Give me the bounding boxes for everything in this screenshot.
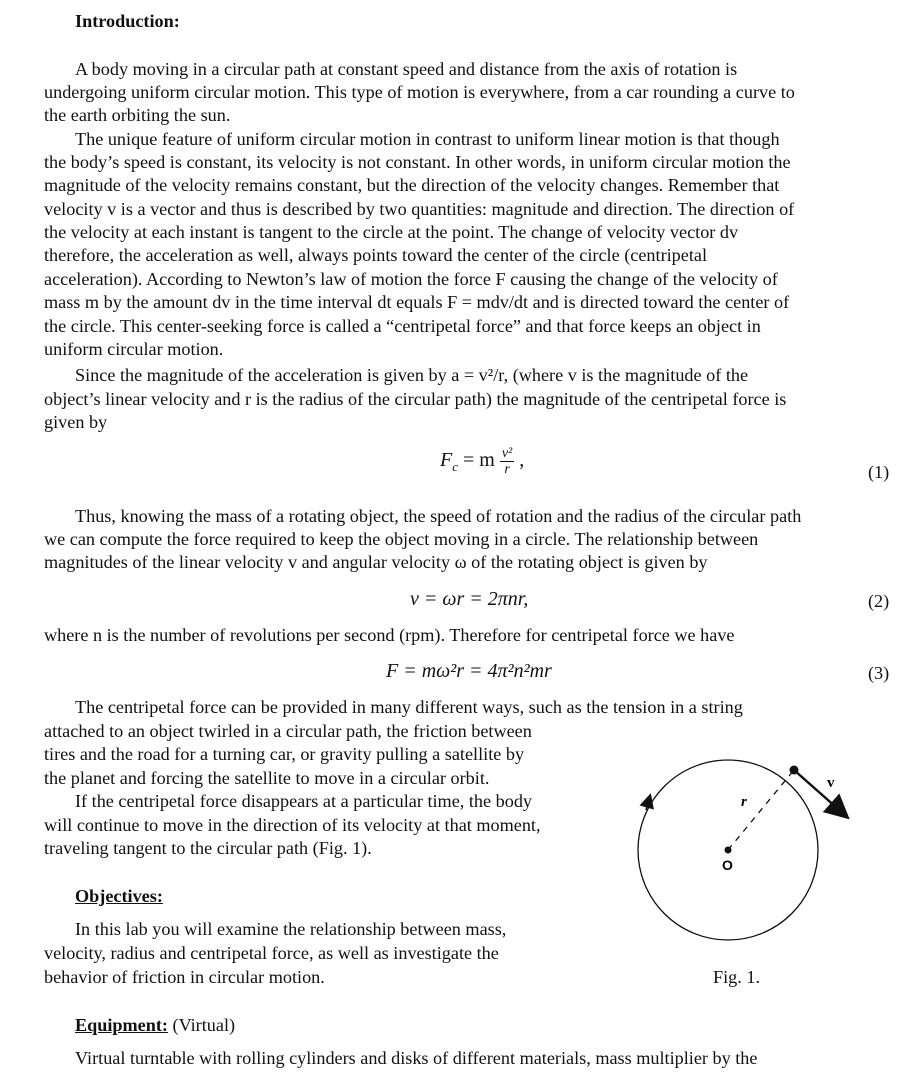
- objectives-heading: Objectives:: [75, 886, 163, 906]
- force-line-6: will continue to move in the direction of its velocity at that moment,: [44, 815, 541, 835]
- intro-line-16: given by: [44, 412, 108, 432]
- intro-line-9: therefore, the acceleration as well, always points toward the center of the circle (centripetal: [44, 245, 708, 265]
- radius-line: [728, 770, 794, 850]
- where-line: where n is the number of revolutions per second (rpm). Therefore for centripetal force we have: [44, 625, 735, 645]
- center-label: O: [722, 857, 733, 873]
- force-line-5: If the centripetal force disappears at a particular time, the body: [75, 791, 533, 811]
- velocity-label: v: [827, 775, 835, 791]
- force-line-2: attached to an object twirled in a circular path, the friction between: [44, 721, 532, 741]
- radius-label: r: [741, 794, 747, 810]
- velocity-arrow: [794, 770, 846, 816]
- center-point: [725, 847, 732, 854]
- equation-1: $F_c = m$ $\frac{\text{v²}}{r}$ ,: [440, 446, 525, 477]
- intro-heading: Introduction:: [75, 11, 180, 31]
- force-line-4: the planet and forcing the satellite to move in a circular orbit.: [44, 768, 490, 788]
- force-line-3: tires and the road for a turning car, or gravity pulling a satellite by: [44, 744, 525, 764]
- intro-line-10: acceleration). According to Newton’s law of motion the force F causing the change of the velocity of: [44, 269, 778, 289]
- intro-line-7: velocity v is a vector and thus is described by two quantities: magnitude and direction. The direction of: [44, 199, 795, 219]
- mid-line-3: magnitudes of the linear velocity v and angular velocity ω of the rotating object is given by: [44, 552, 708, 572]
- figure-caption: Fig. 1.: [713, 967, 760, 987]
- objectives-line-1: In this lab you will examine the relationship between mass,: [75, 919, 507, 939]
- equation-2-number: (2): [868, 591, 890, 611]
- equation-3-number: (3): [868, 663, 890, 683]
- intro-line-14: Since the magnitude of the acceleration is given by a = v²/r, (where v is the magnitude of the: [75, 365, 749, 385]
- intro-line-5: the body’s speed is constant, its velocity is not constant. In other words, in uniform circular motion the: [44, 152, 791, 172]
- objectives-line-3: behavior of friction in circular motion.: [44, 967, 325, 987]
- circular-motion-figure: [634, 746, 874, 956]
- intro-line-1: A body moving in a circular path at constant speed and distance from the axis of rotation is: [75, 59, 738, 79]
- intro-line-13: uniform circular motion.: [44, 339, 224, 359]
- equipment-heading: Equipment:: [75, 1015, 168, 1035]
- objectives-line-2: velocity, radius and centripetal force, as well as investigate the: [44, 943, 499, 963]
- intro-line-3: the earth orbiting the sun.: [44, 105, 231, 125]
- equipment-heading-line: [75, 1014, 235, 1037]
- force-line-1: The centripetal force can be provided in many different ways, such as the tension in a string: [75, 697, 743, 717]
- intro-line-4: The unique feature of uniform circular motion in contrast to uniform linear motion is that though: [75, 129, 780, 149]
- equipment-note: (Virtual): [167, 1015, 236, 1035]
- force-line-7: traveling tangent to the circular path (Fig. 1).: [44, 838, 372, 858]
- intro-line-2: undergoing uniform circular motion. This type of motion is everywhere, from a car rounding a curve to: [44, 82, 795, 102]
- equation-1-number: (1): [868, 462, 890, 482]
- mid-line-1: Thus, knowing the mass of a rotating object, the speed of rotation and the radius of the circular path: [75, 506, 802, 526]
- intro-line-8: the velocity at each instant is tangent to the circle at the point. The change of velocity vector dv: [44, 222, 739, 242]
- equation-2: v = ωr = 2πnr,: [410, 588, 529, 610]
- intro-line-6: magnitude of the velocity remains constant, but the direction of the velocity changes. Remember that: [44, 175, 780, 195]
- intro-line-12: the circle. This center-seeking force is called a “centripetal force” and that force keeps an object in: [44, 316, 761, 336]
- equipment-line: Virtual turntable with rolling cylinders and disks of different materials, mass multiplier by the: [75, 1048, 758, 1068]
- mid-line-2: we can compute the force required to keep the object moving in a circle. The relationship between: [44, 529, 759, 549]
- intro-line-15: object’s linear velocity and r is the radius of the circular path) the magnitude of the centripetal force is: [44, 389, 787, 409]
- intro-line-11: mass m by the amount dv in the time interval dt equals F = mdv/dt and is directed toward the center of: [44, 292, 790, 312]
- equation-3: F = mω²r = 4π²n²mr: [386, 660, 552, 682]
